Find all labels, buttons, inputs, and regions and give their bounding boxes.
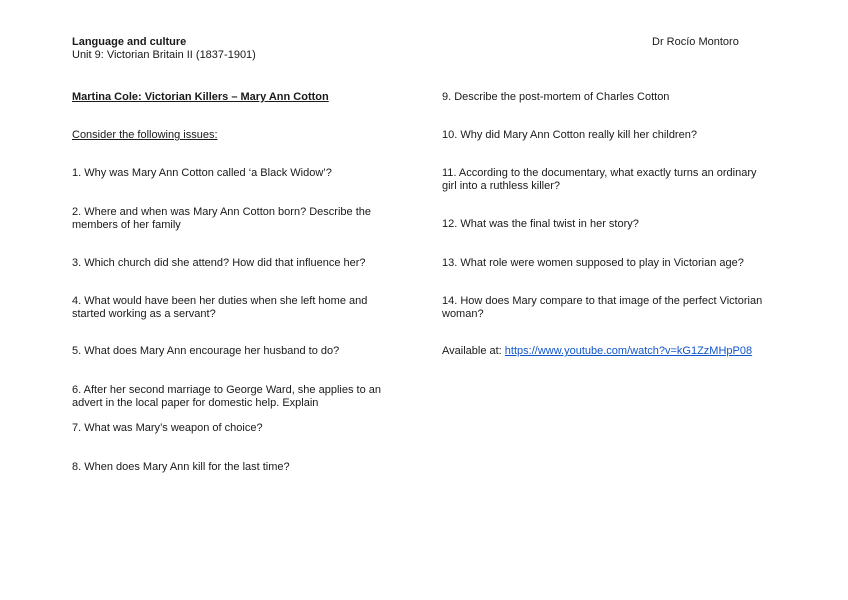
worksheet-title: Martina Cole: Victorian Killers – Mary Ann Cotton	[72, 91, 329, 103]
availability-label: Available at:	[442, 345, 505, 357]
course-title: Language and culture	[72, 36, 187, 48]
question-9: 9. Describe the post-mortem of Charles Cotton	[442, 91, 670, 103]
question-3: 3. Which church did she attend? How did that influence her?	[72, 257, 366, 269]
question-6: 6. After her second marriage to George Ward, she applies to an advert in the local paper for domestic help. Explain	[72, 384, 381, 409]
question-8: 8. When does Mary Ann kill for the last time?	[72, 461, 290, 473]
question-2: 2. Where and when was Mary Ann Cotton born? Describe the members of her family	[72, 206, 371, 231]
unit-title: Unit 9: Victorian Britain II (1837-1901)	[72, 49, 256, 61]
question-11: 11. According to the documentary, what exactly turns an ordinary girl into a ruthless killer?	[442, 167, 757, 192]
availability-line	[442, 345, 772, 358]
worksheet-subtitle: Consider the following issues:	[72, 129, 218, 141]
youtube-link[interactable]: https://www.youtube.com/watch?v=kG1ZzMHpP08	[504, 345, 753, 357]
question-12: 12. What was the final twist in her story?	[442, 218, 639, 230]
question-10: 10. Why did Mary Ann Cotton really kill her children?	[442, 129, 697, 141]
question-13: 13. What role were women supposed to play in Victorian age?	[442, 257, 744, 269]
question-1: 1. Why was Mary Ann Cotton called ‘a Black Widow’?	[72, 167, 332, 179]
author-name: Dr Rocío Montoro	[652, 36, 739, 48]
question-5: 5. What does Mary Ann encourage her husband to do?	[72, 345, 340, 357]
question-4: 4. What would have been her duties when she left home and started working as a servant?	[72, 295, 368, 320]
question-14: 14. How does Mary compare to that image of the perfect Victorian woman?	[442, 295, 763, 320]
question-7: 7. What was Mary’s weapon of choice?	[72, 422, 263, 434]
